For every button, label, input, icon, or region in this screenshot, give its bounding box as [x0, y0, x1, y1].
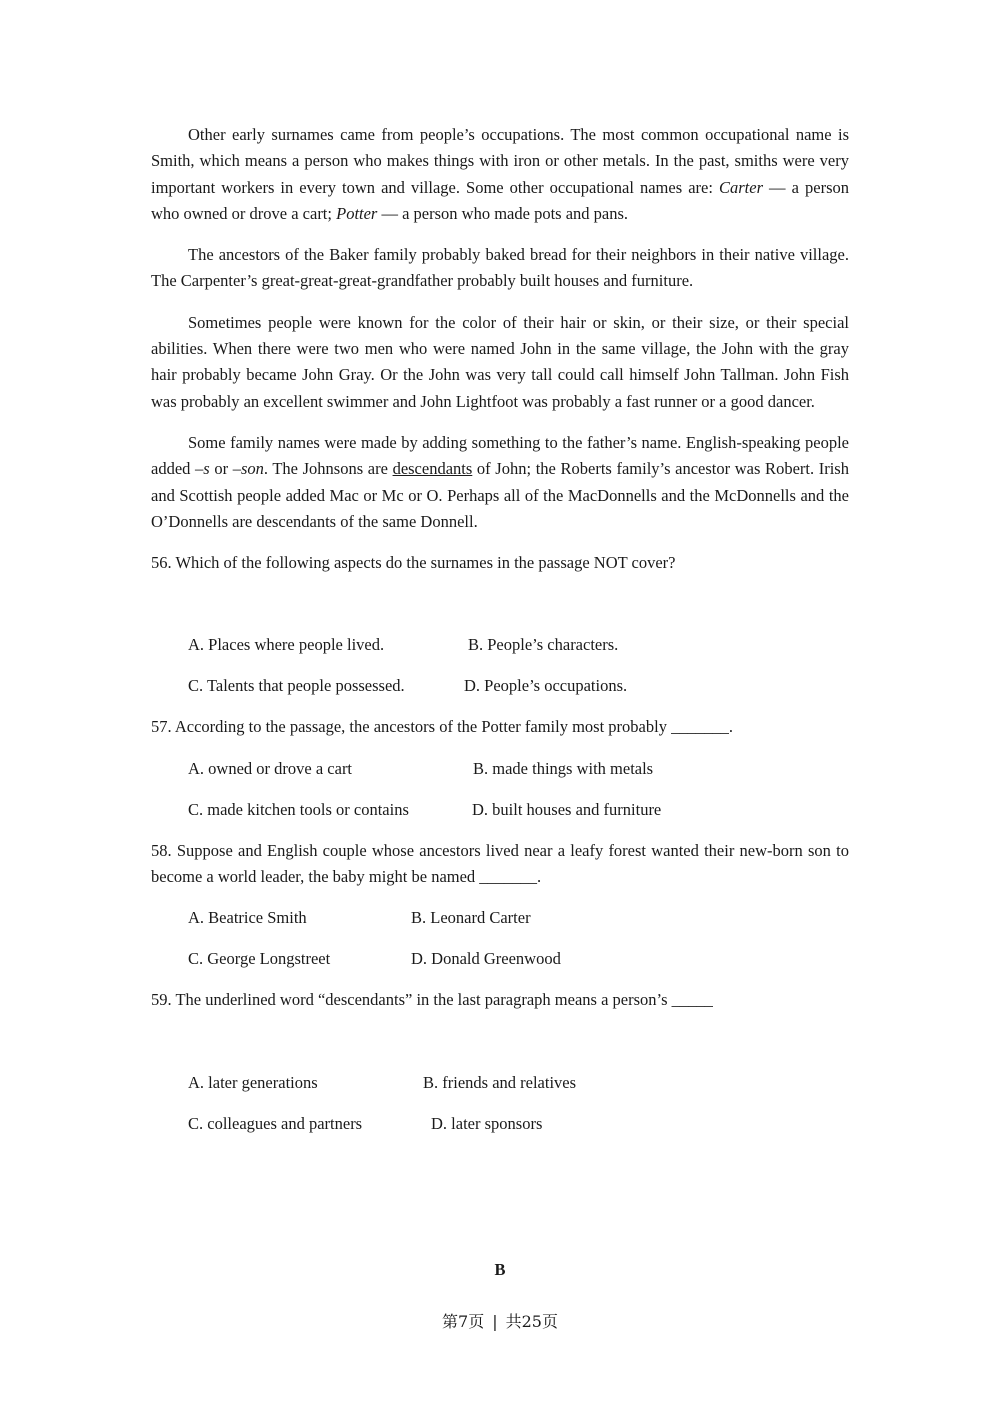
option-d: D. built houses and furniture — [472, 799, 662, 819]
option-a: A. Places where people lived. — [188, 635, 385, 655]
paragraph-occupations — [151, 122, 849, 227]
option-c: C. Talents that people possessed. — [188, 676, 405, 696]
paragraph-text: of John; the Roberts family’s ancestor was Robert. Irish and Scottish people added Mac or Mc or O. Perhaps all of the MacDonnells and the McDonnells and the O’Donnells are descendants of the same Donnell. — [151, 459, 849, 531]
paragraph-appearance: Sometimes people were known for the color of their hair or skin, or their size, or their special abilities. When there were two men who were named John in the same village, the John with the gray hair probably became John Gray. Or the John was very tall could call himself John Tallman. John Fish was probably an excellent swimmer and John Lightfoot was probably a fast runner or a good dancer. — [151, 312, 849, 411]
options-row — [188, 1070, 849, 1096]
page-number: 第7页 — [442, 1312, 485, 1331]
options-row — [188, 1111, 849, 1137]
option-d: D. later sponsors — [431, 1113, 543, 1133]
options-row — [188, 946, 849, 972]
question-59: 59. The underlined word “descendants” in the last paragraph means a person’s _____ — [151, 990, 713, 1010]
question-56: 56. Which of the following aspects do the surnames in the passage NOT cover? — [151, 553, 676, 573]
paragraph-fathers-name — [151, 430, 849, 535]
paragraph-text: or — [209, 459, 233, 479]
page-footer — [0, 1309, 1000, 1332]
paragraph-baker: The ancestors of the Baker family probably baked bread for their neighbors in their native village. The Carpenter’s great-great-great-grandfather probably built houses and furniture. — [151, 245, 849, 291]
options-row — [188, 797, 849, 823]
italic-suffix-son: –son — [232, 459, 264, 479]
question-58: 58. Suppose and English couple whose ancestors lived near a leafy forest wanted their new-born son to become a world leader, the baby might be named _______. — [151, 840, 849, 887]
option-c: C. colleagues and partners — [188, 1113, 363, 1133]
options-row — [188, 905, 849, 931]
option-a: A. Beatrice Smith — [188, 908, 307, 928]
options-row — [188, 673, 849, 699]
paragraph-text: Some family names were made by adding something to the father’s name. English-speaking people added — [151, 432, 849, 479]
question-57: 57. According to the passage, the ancestors of the Potter family most probably _______. — [151, 717, 733, 737]
option-c: C. George Longstreet — [188, 949, 331, 969]
document-body — [151, 122, 849, 1152]
option-d: D. Donald Greenwood — [411, 949, 561, 969]
option-b: B. made things with metals — [473, 758, 654, 778]
section-heading: B — [494, 1260, 506, 1279]
italic-term-potter: Potter — [336, 203, 378, 223]
option-b: B. People’s characters. — [468, 635, 619, 655]
option-b: B. Leonard Carter — [411, 908, 531, 928]
option-a: A. later generations — [188, 1072, 318, 1092]
underlined-word: descendants — [392, 459, 473, 479]
option-b: B. friends and relatives — [423, 1072, 577, 1092]
options-row — [188, 632, 849, 658]
option-c: C. made kitchen tools or contains — [188, 799, 409, 819]
paragraph-text: Other early surnames came from people’s occupations. The most common occupational name is Smith, which means a person who makes things with iron or other metals. In the past, smiths were very important workers in every town and village. Some other occupational names are: — [151, 125, 849, 197]
paragraph-text: . The Johnsons are — [263, 459, 393, 479]
italic-term-carter: Carter — [718, 177, 763, 197]
italic-suffix-s: –s — [195, 459, 210, 479]
option-d: D. People’s occupations. — [464, 676, 628, 696]
paragraph-text: — a person who made pots and pans. — [377, 203, 629, 223]
options-row — [188, 756, 849, 782]
paragraph-text: — a person who owned or drove a cart; — [151, 177, 849, 223]
page-total: 共25页 — [505, 1312, 558, 1331]
footer-separator: | — [492, 1312, 498, 1331]
option-a: A. owned or drove a cart — [188, 758, 353, 778]
